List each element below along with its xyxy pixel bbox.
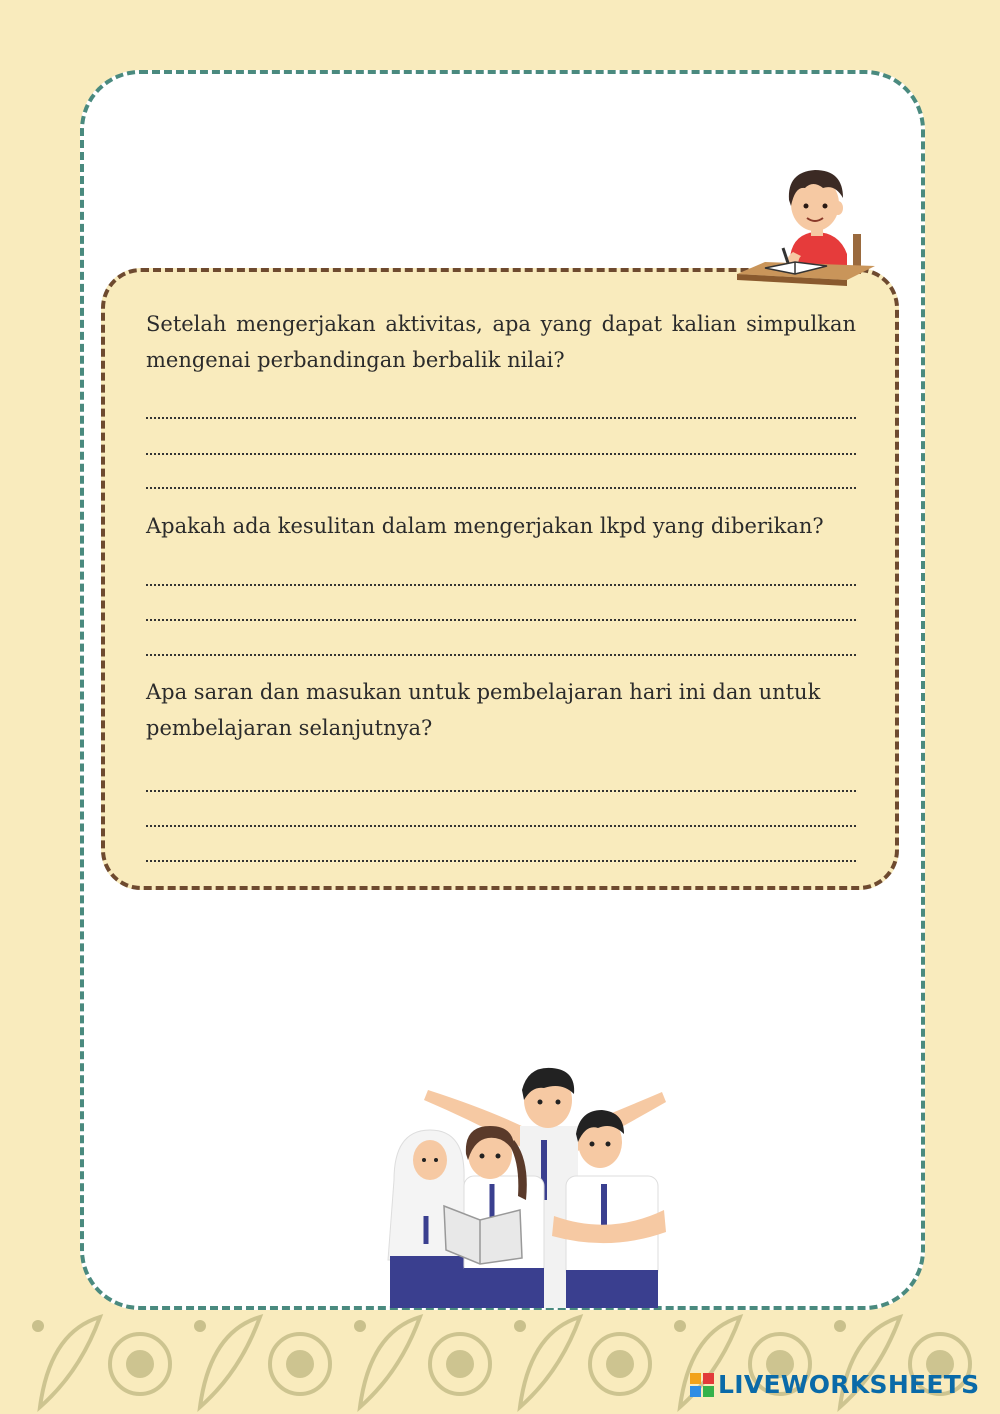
liveworksheets-logo — [690, 1370, 979, 1399]
liveworksheets-logo-icon — [690, 1373, 714, 1397]
students-group-illustration — [380, 1060, 670, 1308]
answer-line-1[interactable] — [146, 391, 856, 419]
answer-line-5[interactable] — [146, 593, 856, 621]
answer-line-3[interactable] — [146, 461, 856, 489]
question-1: Setelah mengerjakan aktivitas, apa yang dapat kalian simpulkan mengenai perbandingan berbalik nilai? — [146, 312, 856, 372]
question-3: Apa saran dan masukan untuk pembelajaran hari ini dan untuk pembelajaran selanjutnya? — [146, 680, 821, 740]
answer-line-8[interactable] — [146, 799, 856, 827]
answer-line-4[interactable] — [146, 558, 856, 586]
question-2: Apakah ada kesulitan dalam mengerjakan lkpd yang diberikan? — [146, 514, 824, 538]
student-writing-illustration — [735, 162, 875, 292]
answer-line-6[interactable] — [146, 628, 856, 656]
answer-line-7[interactable] — [146, 764, 856, 792]
answer-line-2[interactable] — [146, 427, 856, 455]
liveworksheets-logo-text: LIVEWORKSHEETS — [718, 1370, 980, 1399]
answer-line-9[interactable] — [146, 834, 856, 862]
